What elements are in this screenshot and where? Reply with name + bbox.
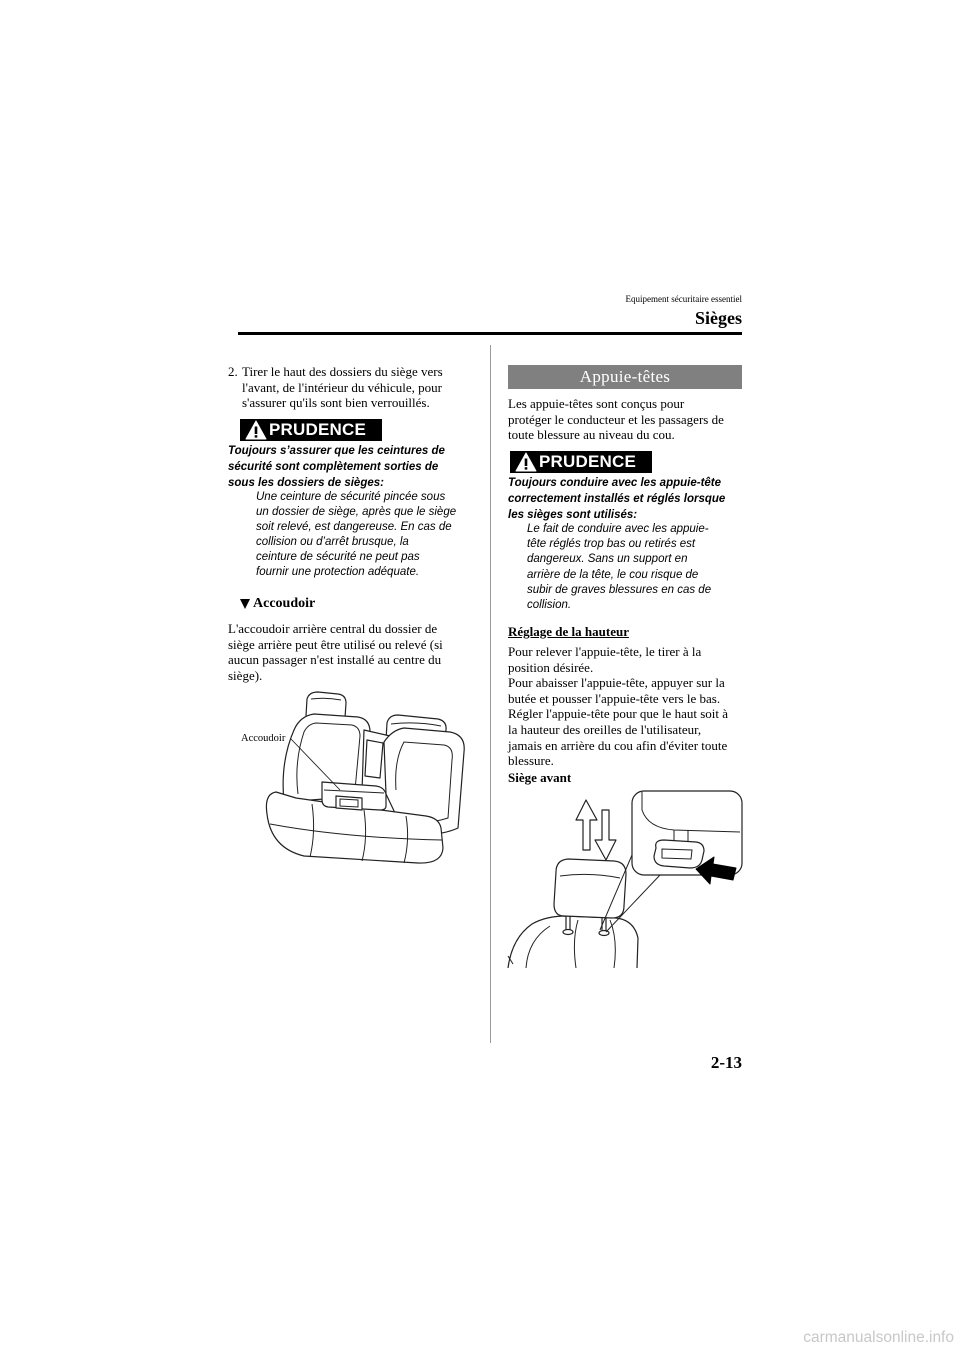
text-line: collision. [527, 599, 572, 612]
text-line: Toujours s’assurer que les ceintures de [228, 445, 445, 457]
page-number: 2-13 [710, 1053, 742, 1072]
text-line: arrière de la tête, le cou risque de [527, 568, 699, 581]
section-heading-headrests: Appuie-têtes [508, 365, 742, 389]
subsection-title-height: Réglage de la hauteur [508, 624, 629, 639]
subsection-title-armrest: Accoudoir [253, 596, 316, 611]
text-line: Toujours conduire avec les appuie-tête [508, 477, 722, 489]
text-line: un dossier de siège, après que le siège [256, 506, 457, 518]
text-line: sécurité sont complètement sorties de [228, 461, 439, 473]
up-down-arrow-icon [576, 800, 616, 860]
warning-triangle-icon [515, 452, 537, 472]
text-line: soit relevé, est dangereuse. En cas de [256, 521, 452, 533]
caution-heading [508, 475, 725, 523]
step-number: 2. [228, 364, 238, 379]
text-line: Les appuie-têtes sont conçus pour [508, 396, 685, 411]
text-line: ceinture de sécurité ne peut pas [256, 551, 420, 563]
text-line: jamais en arrière du cou afin d'éviter toute [508, 737, 728, 753]
text-line: Tirer le haut des dossiers du siège vers [242, 364, 443, 379]
text-line: position désirée. [508, 659, 594, 675]
text-line: fournir une protection adéquate. [256, 566, 420, 578]
armrest-description [228, 621, 443, 684]
text-line: L'accoudoir arrière central du dossier de [228, 621, 438, 636]
front-seat-headrest-illustration [506, 788, 744, 968]
text-line: dangereux. Sans un support en [527, 553, 688, 566]
caution-text [527, 522, 711, 613]
headrests-intro [508, 396, 724, 443]
caution-heading [228, 443, 445, 491]
caution-label: PRUDENCE [269, 420, 367, 439]
text-line: l'avant, de l'intérieur du véhicule, pour [242, 379, 442, 395]
figure-label-armrest: Accoudoir [241, 733, 286, 744]
text-line: blessure. [508, 753, 554, 769]
caution-badge [510, 451, 652, 473]
caution-label: PRUDENCE [539, 452, 637, 471]
rear-seat-armrest-illustration [236, 690, 470, 866]
text-line: Pour relever l'appuie-tête, le tirer à la [508, 644, 702, 659]
caution-badge [240, 419, 382, 441]
text-line: la hauteur des oreilles de l'utilisateur, [508, 721, 702, 737]
height-adjust-description [508, 644, 728, 769]
text-line: sous les dossiers de sièges: [228, 477, 384, 489]
triangle-down-icon [240, 599, 250, 609]
text-line: toute blessure au niveau du cou. [508, 427, 675, 443]
text-line: butée et pousser l'appuie-tête vers le bas. [508, 690, 721, 706]
armrest-recess [365, 740, 383, 778]
figure-caption-front-seat: Siège avant [508, 770, 572, 785]
text-line: tête réglés trop bas ou retirés est [527, 538, 696, 551]
chapter-title: Equipement sécuritaire essentiel [625, 294, 742, 304]
text-line: siège arrière peut être utilisé ou relevé (si [228, 636, 443, 652]
text-line: s'assurer qu'ils sont bien verrouillés. [242, 395, 430, 410]
text-line: les sièges sont utilisés: [508, 509, 638, 521]
text-line: Une ceinture de sécurité pincée sous [256, 491, 446, 503]
text-line: protéger le conducteur et les passagers de [508, 411, 724, 427]
watermark: carmanualsonline.info [803, 1329, 954, 1346]
text-line: Le fait de conduire avec les appuie- [527, 523, 709, 535]
text-line: subir de graves blessures en cas de [527, 583, 712, 596]
front-headrest [554, 859, 626, 918]
text-line: Régler l'appuie-tête pour que le haut soit à [508, 706, 729, 722]
text-line: collision ou d’arrêt brusque, la [256, 536, 409, 548]
text-line: Pour abaisser l'appuie-tête, appuyer sur la [508, 675, 725, 691]
header-rule [238, 332, 742, 335]
text-line: aucun passager n'est installé au centre du [228, 652, 442, 668]
caution-text [256, 490, 456, 580]
step-text [242, 364, 443, 411]
section-title: Sièges [695, 308, 742, 328]
text-line: siège). [228, 668, 263, 684]
text-line: correctement installés et réglés lorsque [508, 493, 726, 505]
warning-triangle-icon [245, 420, 267, 440]
column-divider [490, 345, 491, 1043]
